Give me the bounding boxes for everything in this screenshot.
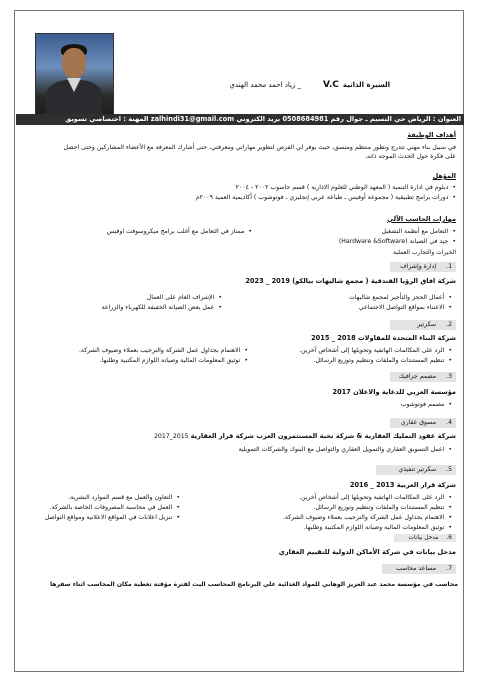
job-2-duty-2: • تنظيم المستندات والملفات وتنظيم وتوزيع الرسائل. xyxy=(314,356,452,365)
job-5-duty-5: • التعاون والعمل مع قسم الموارد البشرية. xyxy=(68,493,180,502)
job-3-number: 3. xyxy=(446,373,452,380)
skill-item-3: • ممتاز في التعامل مع أغلب برامج ميكروسوفت اوفيس xyxy=(107,227,252,236)
job-3-company: مؤسسة العربي للدعاية والاعلان 2017 xyxy=(332,388,456,396)
job-4-years: 2017_2015 xyxy=(154,433,189,440)
vc-label: V.C xyxy=(323,80,339,90)
skill-item-1: • التعامل مع أنظمة التشغيل xyxy=(382,227,456,236)
job-1-header xyxy=(390,262,456,272)
job-5-company: شركة قرار العربية 2013 _ 2016 xyxy=(349,481,456,489)
job-5-number: 5. xyxy=(446,466,452,473)
job-5-duty-7: • تنزيل اعلانات في المواقع الاعلانية ومواقع التواصل xyxy=(45,513,180,522)
job-1-number: 1. xyxy=(446,263,452,270)
objective-heading: أهداف الوظيفة xyxy=(407,131,456,139)
job-5-duty-3: • الاهتمام بجداول عمل الشركة والترحيب بعملاء وضيوف الشركة. xyxy=(283,513,452,522)
job-1-title: إدارة وإشراف xyxy=(400,263,437,270)
qualification-item-1: • دبلوم في ادارة التنمية ( المعهد الوطني للعلوم الادارية ) قسم حاسوب ٢٠٠٢ - ٢٠٠٤ xyxy=(236,183,456,192)
job-5-title: سكرتير تنفيذي xyxy=(398,466,437,473)
job-1-duty-3: • الإشراف العام على العمال xyxy=(147,293,222,302)
job-6-subheader xyxy=(394,534,456,542)
job-4-title: مسوق عقاري xyxy=(400,419,437,426)
experience-heading: الخبرات والتجارب العملية xyxy=(393,249,456,256)
job-5-duty-1: • الرد على المكالمات الهاتفية وتحويلها إلى أشخاص آخرين. xyxy=(299,493,452,502)
job-2-title: سكرتير xyxy=(417,321,437,328)
job-7-number: 7. xyxy=(446,565,452,572)
job-2-number: 2. xyxy=(446,321,452,328)
job-2-duty-3: • الاهتمام بجداول عمل الشركة والترحيب بعملاء وضيوف الشركة. xyxy=(79,346,248,355)
qualification-item-2: • دورات برامج تطبيقية ( مجموعة أوفيس ـ طباعة عربي إنجليزي ـ فوتوشوب ) أكاديمية العميد ٢٠٠٩م xyxy=(196,193,456,202)
resume-title: السيرة الذاتية xyxy=(342,81,390,89)
job-3-duty-1: • مصمم فوتوشوب xyxy=(401,400,452,409)
job-6-label: مدخل بيانات xyxy=(408,535,439,541)
job-5-duty-6: • العمل في محاسبة المصروفات الخاصة بالشركة. xyxy=(50,503,180,512)
job-7-header xyxy=(382,564,456,574)
job-6-company: مدخل بيانات في شركة الأماكن الدولية للتقييم العقاري xyxy=(278,548,456,556)
job-1-company: شركة افاق الرؤيا الفندقية ( مجمع شاليهات بيالكو) 2019 _ 2023 xyxy=(245,277,456,285)
job-1-duty-2: • الاعتناء بمواقع التواصل الاجتماعي xyxy=(359,303,452,312)
objective-line-1: في سبيل بناء مهني تتدرج وتطور منتظم ومتسق، حيث يوفر لي الفرص لتطوير مهاراتي ومعرفتي، حتى أشارك المعرفة مع الأعضاء المشاركين وحتى احصل xyxy=(63,144,456,151)
job-7-title: مساعد محاسب xyxy=(396,565,437,572)
job-1-duty-4: • عمل بعض الصيانة الخفيفة للكهرباء والزراعة xyxy=(102,303,222,312)
resume-title-line xyxy=(229,80,390,90)
job-4-number: 4. xyxy=(446,419,452,426)
job-1-duty-1: • أعمال الحجز والتأجير لمجمع شاليهات xyxy=(349,293,452,302)
job-5-header xyxy=(376,465,456,475)
objective-line-2: على فكرة حول الحدث الموجه ذاته. xyxy=(365,153,456,160)
job-5-duty-4: • توثيق المعلومات المالية وصيانة اللوازم المكتبية وطلبها. xyxy=(304,523,452,532)
contact-bar: العنوان : الرياض حي النسيم ـ جوال رقم 0508684981 بريد الكتروني zalhindi31@gmail.com المهنة : اختصاصي تسويق xyxy=(16,114,464,125)
job-2-company: شركة البناء المتحدة للمقاولات 2018 _ 2015 xyxy=(311,334,456,342)
qualification-heading: المؤهل xyxy=(432,172,456,180)
skill-item-2: • جيد في الصيانة (Hardware &Software) xyxy=(339,237,456,246)
person-name: _ زياد احمد محمد الهندي xyxy=(229,81,302,89)
job-5-duty-2: • تنظيم المستندات والملفات وتنظيم وتوزيع الرسائل. xyxy=(314,503,452,512)
job-4-header xyxy=(390,418,456,428)
job-4-company: شركة عقود التمليك العقارية & شركة نخبة المستثمرون العرب شركة قرار العقارية xyxy=(190,432,456,440)
computer-skills-heading: مهارات الحاسب الآلي xyxy=(387,215,456,223)
job-2-header xyxy=(390,320,456,330)
job-2-duty-1: • الرد على المكالمات الهاتفية وتحويلها إلى أشخاص آخرين. xyxy=(299,346,452,355)
job-7-description: محاسب في مؤسسة محمد عبد العزيز الوهابي للمواد الغذائية علي البرنامج المحاسب اليت لفترة مؤقتة تغطية مكان المحاسب اثناء سفرها xyxy=(49,581,458,588)
job-4-duty-1: • اعمل التسويق العقاري والتمويل العقاري والتواصل مع البنوك والشركات التمويلية xyxy=(238,445,452,454)
job-3-title: مصمم جرافيك xyxy=(398,373,437,380)
job-6-number: 6. xyxy=(446,535,452,541)
job-3-header xyxy=(390,372,456,382)
job-2-duty-4: • توثيق المعلومات المالية وصيانة اللوازم المكتبية وطلبها. xyxy=(100,356,248,365)
profile-photo xyxy=(35,33,114,118)
